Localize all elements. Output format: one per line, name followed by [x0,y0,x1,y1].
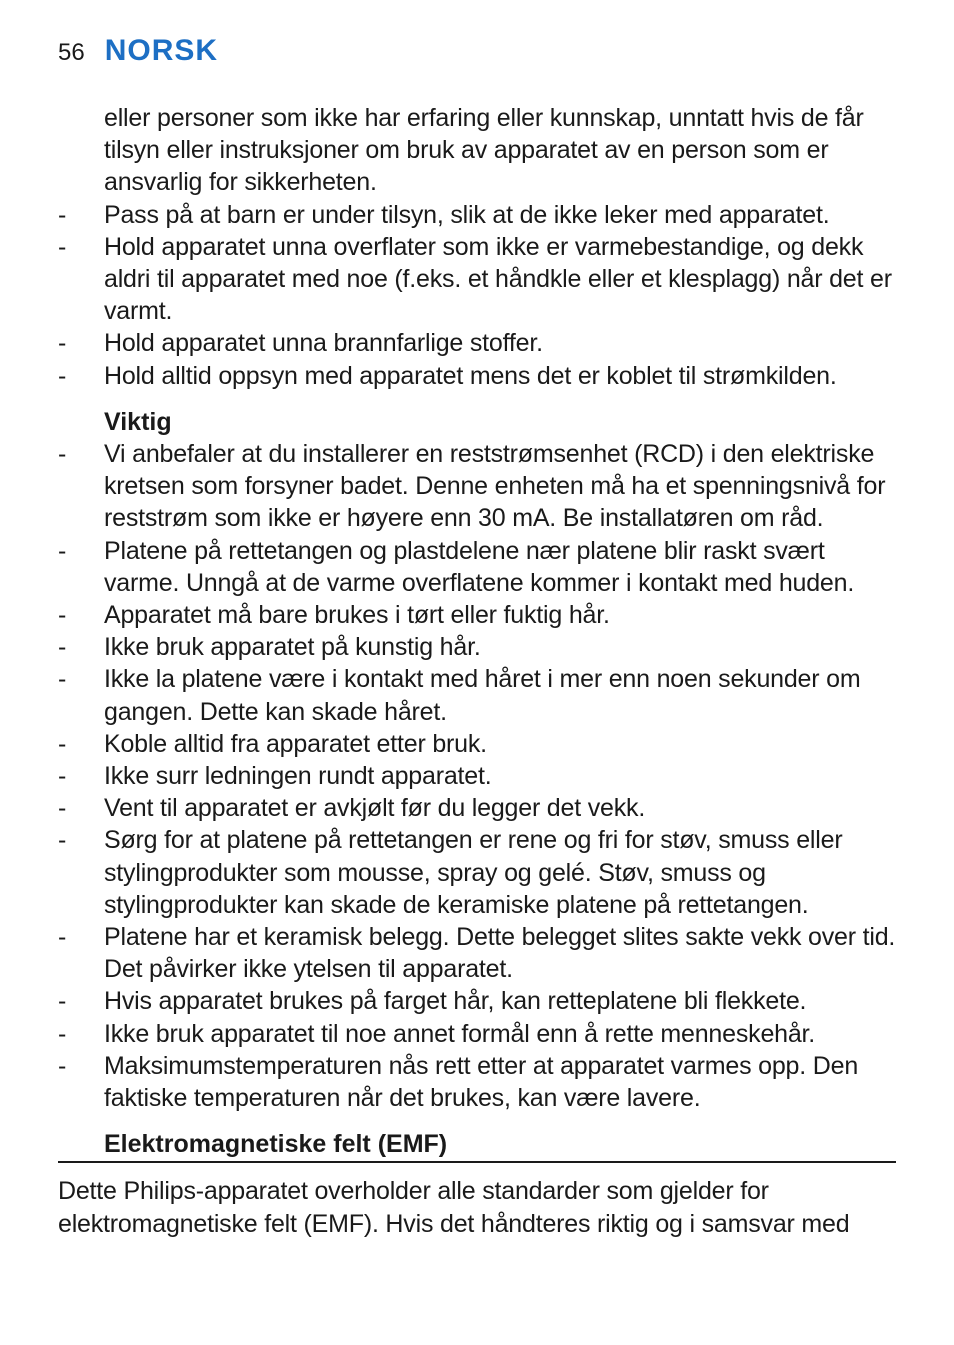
dash-marker: - [58,329,67,358]
important-heading: Viktig [104,407,172,436]
list-item [58,792,896,824]
list-item-text: Vi anbefaler at du installerer en reststrømsenhet (RCD) i den elektriske kretsen som forsyner badet. Denne enheten må ha et spenningsnivå for reststrøm som ikke er høyere enn 30 mA. Be installatøren om råd. [104,440,886,533]
list-item [58,1018,896,1050]
list-item [58,631,896,663]
dash-marker: - [58,536,67,565]
list-item [58,921,896,985]
list-item [58,824,896,921]
list-item-text: Ikke bruk apparatet til noe annet formål enn å rette menneskehår. [104,1019,816,1048]
list-item-text: Platene på rettetangen og plastdelene nær platene blir raskt svært varme. Unngå at de varme overflatene kommer i kontakt med huden. [104,536,855,597]
list-item-text: Sørg for at platene på rettetangen er rene og fri for støv, smuss eller stylingprodukter som mousse, spray og gelé. Støv, smuss og stylingprodukter kan skade de keramiske platene på rettetangen. [104,826,843,919]
dash-marker: - [58,923,67,952]
dash-marker: - [58,762,67,791]
list-item-text: Ikke bruk apparatet på kunstig hår. [104,633,481,662]
language-heading: NORSK [104,34,219,67]
dash-marker: - [58,440,67,469]
dash-marker: - [58,1019,67,1048]
list-item [58,438,896,535]
list-item [58,231,896,328]
safety-list-b [58,438,896,1114]
dash-marker: - [58,633,67,662]
dash-marker: - [58,601,67,630]
dash-marker: - [58,361,67,390]
list-item [58,535,896,599]
emf-section-heading: Elektromagnetiske felt (EMF) [58,1128,896,1163]
list-item [58,360,896,392]
dash-marker: - [58,665,67,694]
list-item-text: Maksimumstemperaturen nås rett etter at apparatet varmes opp. Den faktiske temperaturen når det brukes, kan være lavere. [104,1051,859,1113]
list-item [58,663,896,727]
list-item [58,760,896,792]
list-item-text: Hold apparatet unna overflater som ikke er varmebestandige, og dekk aldri til apparatet med noe (f.eks. et håndkle eller et klesplagg) når det er varmt. [104,232,892,326]
emf-paragraph: Dette Philips-apparatet overholder alle standarder som gjelder for elektromagnetiske felt (EMF). Hvis det håndteres riktig og i samsvar med [58,1177,850,1238]
dash-marker: - [58,987,67,1016]
list-item-text: Platene har et keramisk belegg. Dette belegget slites sakte vekk over tid. Det påvirker ikke ytelsen til apparatet. [104,923,896,984]
page-content [58,102,896,1240]
dash-marker: - [58,232,67,261]
list-item-text: Vent til apparatet er avkjølt før du legger det vekk. [104,794,646,823]
page-header [58,34,218,74]
dash-marker: - [58,794,67,823]
list-item-text: Hold alltid oppsyn med apparatet mens det er koblet til strømkilden. [104,361,837,390]
safety-list-a [58,199,896,392]
list-item [58,728,896,760]
list-item-text: Ikke surr ledningen rundt apparatet. [104,762,492,791]
list-item [58,985,896,1017]
intro-paragraph: eller personer som ikke har erfaring eller kunnskap, unntatt hvis de får tilsyn eller instruksjoner om bruk av apparatet av en person som er ansvarlig for sikkerheten. [104,104,864,197]
list-item [58,327,896,359]
list-item-text: Pass på at barn er under tilsyn, slik at de ikke leker med apparatet. [104,200,830,229]
dash-marker: - [58,729,67,758]
list-item [58,199,896,231]
list-item-text: Hvis apparatet brukes på farget hår, kan retteplatene bli flekkete. [104,987,807,1016]
page-number: 56 [58,39,85,66]
list-item-text: Koble alltid fra apparatet etter bruk. [104,729,487,758]
list-item [58,1050,896,1114]
list-item-text: Ikke la platene være i kontakt med håret i mer enn noen sekunder om gangen. Dette kan skade håret. [104,665,861,726]
list-item [58,599,896,631]
dash-marker: - [58,826,67,855]
dash-marker: - [58,1051,67,1080]
list-item-text: Apparatet må bare brukes i tørt eller fuktig hår. [104,601,610,630]
dash-marker: - [58,200,67,229]
list-item-text: Hold apparatet unna brannfarlige stoffer. [104,329,543,358]
